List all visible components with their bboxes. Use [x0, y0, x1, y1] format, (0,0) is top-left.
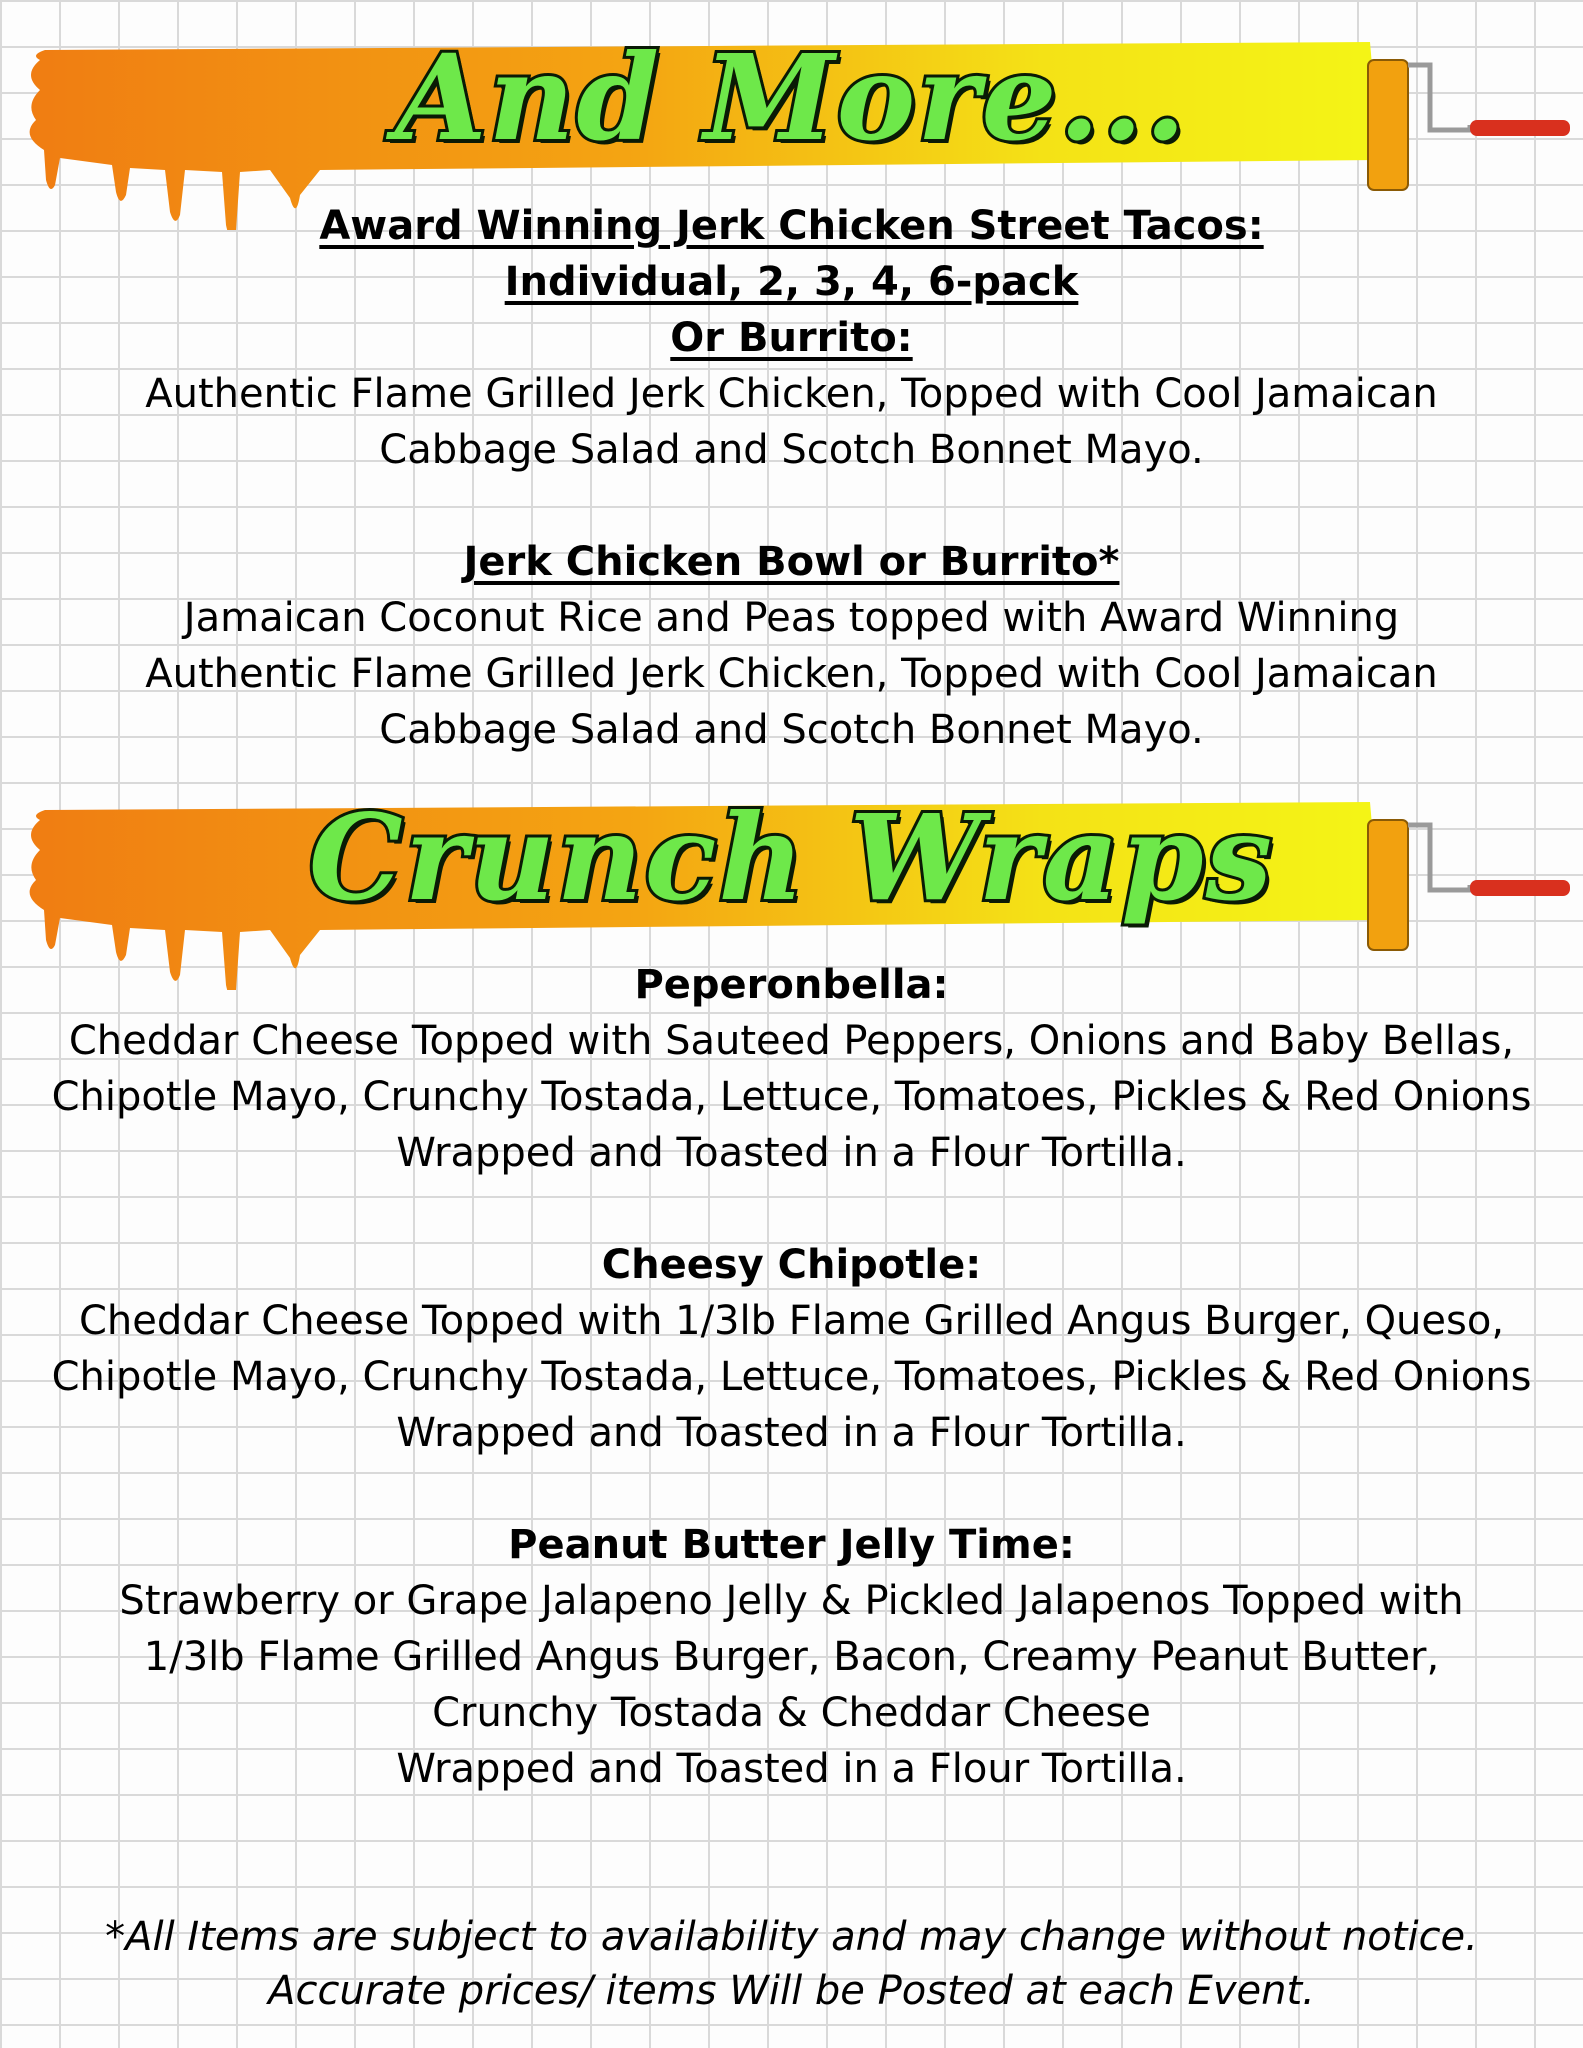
item-description-line: Authentic Flame Grilled Jerk Chicken, Topped with Cool Jamaican	[145, 371, 1438, 417]
item-description-line: Chipotle Mayo, Crunchy Tostada, Lettuce, Tomatoes, Pickles & Red Onions	[51, 1354, 1532, 1400]
menu-item-cheesy-chipotle	[0, 1237, 1583, 1461]
crunch-wraps-section	[0, 957, 1583, 1853]
item-description-line: Strawberry or Grape Jalapeno Jelly & Pickled Jalapenos Topped with	[119, 1578, 1464, 1624]
item-description-line: Wrapped and Toasted in a Flour Tortilla.	[396, 1410, 1187, 1456]
item-heading: Cheesy Chipotle:	[601, 1242, 982, 1288]
item-description-line: Wrapped and Toasted in a Flour Tortilla.	[396, 1130, 1187, 1176]
item-heading-burrito: Or Burrito:	[670, 315, 913, 361]
menu-item-jerk-bowl	[0, 534, 1583, 758]
item-description-line: Cheddar Cheese Topped with Sauteed Peppers, Onions and Baby Bellas,	[68, 1018, 1515, 1064]
item-description-line: Cabbage Salad and Scotch Bonnet Mayo.	[379, 427, 1204, 473]
footnote-line: Accurate prices/ items Will be Posted at each Event.	[268, 1968, 1315, 2014]
item-description-line: Jamaican Coconut Rice and Peas topped with Award Winning	[183, 595, 1400, 641]
item-description-line: Cabbage Salad and Scotch Bonnet Mayo.	[379, 707, 1204, 753]
item-heading: Award Winning Jerk Chicken Street Tacos:	[319, 203, 1264, 249]
menu-item-peanut-butter-jelly-time	[0, 1517, 1583, 1797]
item-description-line: Crunchy Tostada & Cheddar Cheese	[432, 1690, 1151, 1736]
item-heading: Jerk Chicken Bowl or Burrito*	[463, 539, 1120, 585]
footnote-line: *All Items are subject to availability and may change without notice.	[105, 1914, 1478, 1960]
item-description-line: Wrapped and Toasted in a Flour Tortilla.	[396, 1746, 1187, 1792]
menu-item-jerk-tacos	[0, 198, 1583, 478]
menu-item-peperonbella	[0, 957, 1583, 1181]
banner-title: And More...	[395, 28, 1188, 167]
item-heading: Peperonbella:	[634, 962, 949, 1008]
item-heading-sizes: Individual, 2, 3, 4, 6-pack	[504, 259, 1079, 305]
item-description-line: 1/3lb Flame Grilled Angus Burger, Bacon, Creamy Peanut Butter,	[143, 1634, 1440, 1680]
item-heading: Peanut Butter Jelly Time:	[508, 1522, 1075, 1568]
banner-title: Crunch Wraps	[308, 788, 1275, 927]
footnote	[0, 1910, 1583, 2018]
item-description-line: Cheddar Cheese Topped with 1/3lb Flame Grilled Angus Burger, Queso,	[78, 1298, 1505, 1344]
and-more-section	[0, 198, 1583, 814]
item-description-line: Chipotle Mayo, Crunchy Tostada, Lettuce, Tomatoes, Pickles & Red Onions	[51, 1074, 1532, 1120]
item-description-line: Authentic Flame Grilled Jerk Chicken, Topped with Cool Jamaican	[145, 651, 1438, 697]
